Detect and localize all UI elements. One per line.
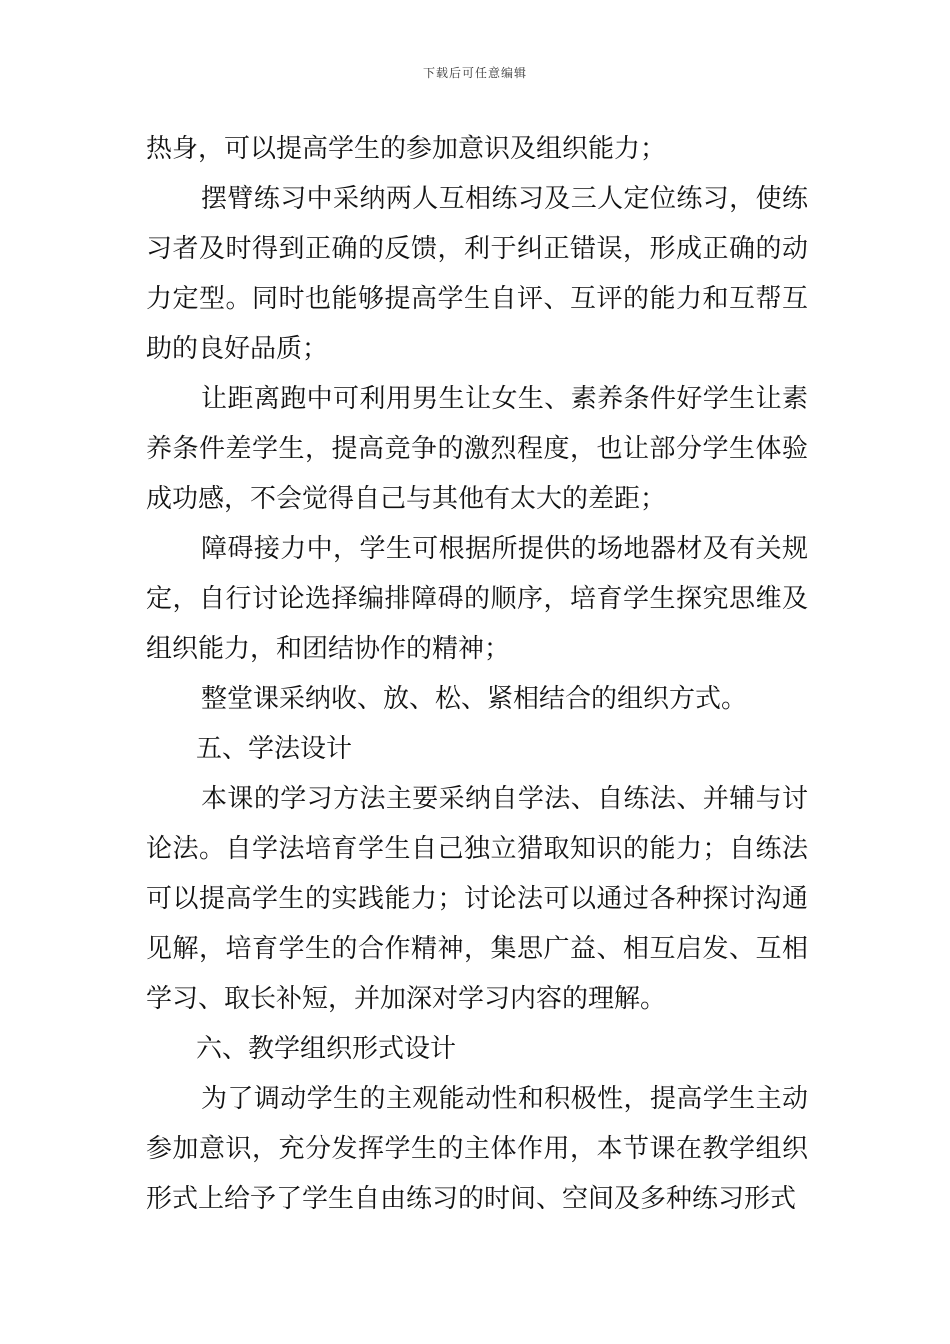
paragraph-teaching-organization: 为了调动学生的主观能动性和积极性，提高学生主动参加意识，充分发挥学生的主体作用，本节课在教学组织形式上给予了学生自由练习的时间、空间及多种练习形式 <box>146 1084 808 1214</box>
paragraph-arm-swing: 摆臂练习中采纳两人互相练习及三人定位练习，使练习者及时得到正确的反馈，利于纠正错误，形成正确的动力定型。同时也能够提高学生自评、互评的能力和互帮互助的良好品质； <box>146 184 808 364</box>
page-header: 下载后可任意编辑 <box>422 66 527 80</box>
paragraph-obstacle-relay: 障碍接力中，学生可根据所提供的场地器材及有关规定，自行讨论选择编排障碍的顺序，培育学生探究思维及组织能力，和团结协作的精神； <box>146 534 808 664</box>
document-body <box>146 124 808 1224</box>
paragraph-warmup: 热身，可以提高学生的参加意识及组织能力； <box>146 134 667 164</box>
section-heading-teaching-organization: 六、教学组织形式设计 <box>196 1034 457 1064</box>
section-heading-study-method: 五、学法设计 <box>196 734 353 764</box>
paragraph-organization: 整堂课采纳收、放、松、紧相结合的组织方式。 <box>201 684 748 714</box>
paragraph-handicap-run: 让距离跑中可利用男生让女生、素养条件好学生让素养条件差学生，提高竞争的激烈程度，也让部分学生体验成功感，不会觉得自己与其他有太大的差距； <box>146 384 808 514</box>
paragraph-study-method: 本课的学习方法主要采纳自学法、自练法、并辅与讨论法。自学法培育学生自己独立猎取知识的能力；自练法可以提高学生的实践能力；讨论法可以通过各种探讨沟通见解，培育学生的合作精神，集思广益、相互启发、互相学习、取长补短，并加深对学习内容的理解。 <box>146 784 808 1014</box>
